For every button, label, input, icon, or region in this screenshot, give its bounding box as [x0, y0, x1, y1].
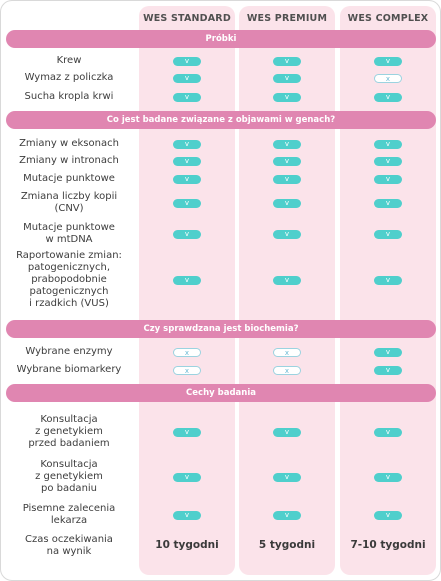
check-badge: v: [374, 348, 402, 357]
check-badge: v: [173, 175, 201, 184]
column-background: [139, 6, 235, 575]
check-badge: v: [374, 366, 402, 375]
check-badge: v: [173, 511, 201, 520]
section-header: Czy sprawdzana jest biochemia?: [6, 320, 436, 338]
column-header: WES STANDARD: [143, 12, 231, 24]
check-badge: v: [173, 276, 201, 285]
section-header: Co jest badane związane z objawami w genach?: [6, 111, 436, 129]
check-badge: v: [273, 57, 301, 66]
column-background: [239, 6, 335, 575]
check-badge: v: [374, 473, 402, 482]
check-badge: v: [273, 428, 301, 437]
check-badge: v: [374, 175, 402, 184]
check-badge: v: [374, 57, 402, 66]
check-badge: v: [273, 93, 301, 102]
check-badge: v: [374, 140, 402, 149]
row-label: Czas oczekiwania na wynik: [25, 534, 113, 557]
row-label: Wymaz z policzka: [24, 72, 114, 83]
check-badge: v: [273, 230, 301, 239]
cross-badge: x: [273, 348, 301, 357]
cross-badge: x: [173, 366, 201, 375]
check-badge: v: [173, 428, 201, 437]
check-badge: v: [374, 511, 402, 520]
check-badge: v: [173, 157, 201, 166]
row-label: Zmiana liczby kopii (CNV): [20, 191, 118, 214]
row-label: Konsultacja z genetykiem przed badaniem: [28, 414, 110, 449]
row-label: Pisemne zalecenia lekarza: [22, 503, 116, 526]
check-badge: v: [173, 93, 201, 102]
row-label: Krew: [56, 55, 82, 66]
check-badge: v: [374, 93, 402, 102]
check-badge: v: [273, 74, 301, 83]
check-badge: v: [374, 276, 402, 285]
check-badge: v: [374, 157, 402, 166]
check-badge: v: [173, 140, 201, 149]
check-badge: v: [273, 175, 301, 184]
check-badge: v: [173, 230, 201, 239]
row-label: Wybrane enzymy: [25, 346, 113, 357]
waiting-time-value: 5 tygodni: [258, 539, 316, 551]
row-label: Konsultacja z genetykiem po badaniu: [35, 459, 103, 494]
row-label: Zmiany w intronach: [19, 155, 119, 166]
check-badge: v: [374, 199, 402, 208]
check-badge: v: [173, 74, 201, 83]
check-badge: v: [273, 276, 301, 285]
row-label: Raportowanie zmian: patogenicznych, prabopodobnie patogenicznych i rzadkich (VUS): [16, 250, 122, 309]
check-badge: v: [173, 57, 201, 66]
waiting-time-value: 10 tygodni: [155, 539, 219, 551]
cross-badge: x: [173, 348, 201, 357]
check-badge: v: [173, 199, 201, 208]
check-badge: v: [173, 473, 201, 482]
check-badge: v: [273, 511, 301, 520]
waiting-time-value: 7-10 tygodni: [350, 539, 426, 551]
row-label: Mutacje punktowe w mtDNA: [23, 222, 115, 245]
row-label: Mutacje punktowe: [23, 173, 115, 184]
cross-badge: x: [374, 74, 402, 83]
check-badge: v: [273, 140, 301, 149]
check-badge: v: [273, 157, 301, 166]
section-header: Cechy badania: [6, 384, 436, 402]
cross-badge: x: [273, 366, 301, 375]
check-badge: v: [273, 473, 301, 482]
column-header: WES COMPLEX: [347, 12, 429, 24]
check-badge: v: [374, 428, 402, 437]
section-header: Próbki: [6, 30, 436, 48]
check-badge: v: [374, 230, 402, 239]
row-label: Zmiany w eksonach: [19, 138, 119, 149]
row-label: Wybrane biomarkery: [16, 364, 122, 375]
row-label: Sucha kropla krwi: [24, 91, 114, 102]
column-background: [340, 6, 436, 575]
check-badge: v: [273, 199, 301, 208]
column-header: WES PREMIUM: [246, 12, 328, 24]
